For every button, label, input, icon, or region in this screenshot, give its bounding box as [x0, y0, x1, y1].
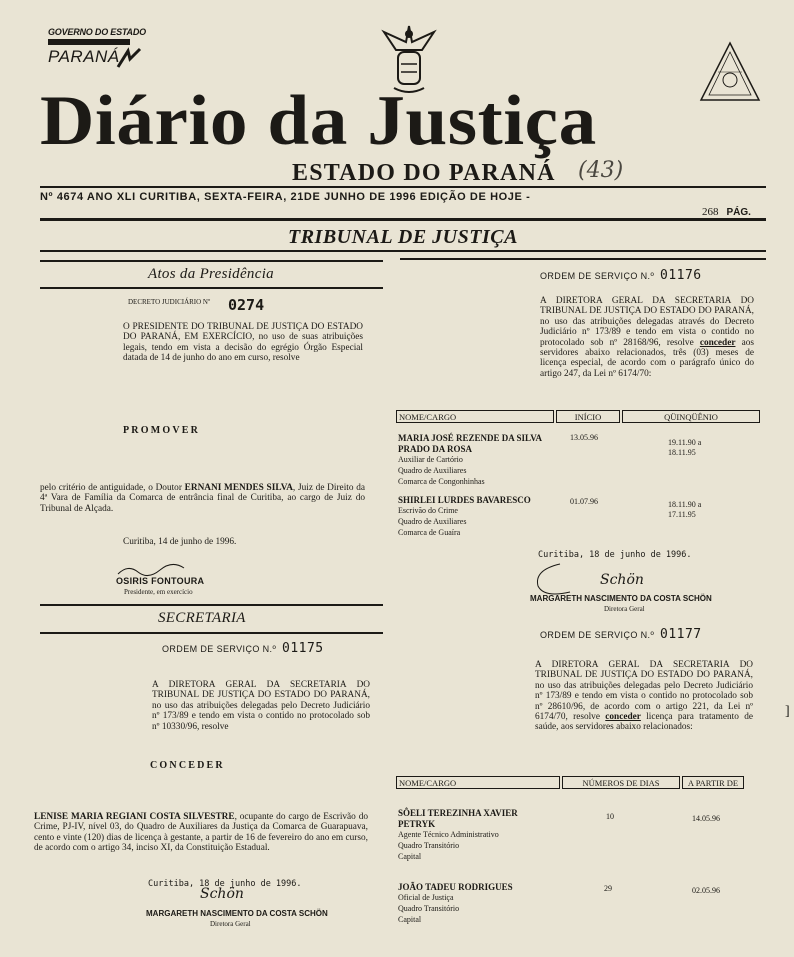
os-1177-verb: conceder	[605, 712, 641, 723]
table2-row2-detail2: Quadro Transitório	[398, 904, 460, 913]
table2-row1-detail1: Agente Técnico Administrativo	[398, 830, 499, 839]
table2-row1-dias: 10	[606, 812, 614, 821]
table2-header-data: A PARTIR DE	[682, 776, 744, 789]
state-subtitle: ESTADO DO PARANÁ	[292, 160, 556, 186]
os-1176-number: 01176	[660, 268, 702, 283]
presidente-signature-role: Presidente, em exercício	[124, 588, 193, 596]
table2-header-name: NOME/CARGO	[396, 776, 560, 789]
os-1177-number: 01177	[660, 627, 702, 642]
table1-row2-quinquenio-end: 17.11.95	[668, 510, 696, 519]
table1-row1-detail3: Comarca de Congonhinhas	[398, 477, 485, 486]
promocao-text-start: pelo critério de antiguidade, o Doutor	[40, 483, 185, 493]
masthead-title: Diário da Justiça	[40, 82, 597, 160]
table1-row2-name: SHIRLEI LURDES BAVARESCO	[398, 495, 531, 505]
table2-header-dias: NÚMEROS DE DIAS	[562, 776, 680, 789]
promover-label: PROMOVER	[123, 425, 201, 436]
table1-row2-detail2: Quadro de Auxiliares	[398, 517, 467, 526]
conceder-label: CONCEDER	[150, 760, 225, 771]
os-1176-text-end: aos servidores abaixo relacionados, três (03) meses de licença especial, de acordo com o parágrafo único do artigo 247, da Lei nº 6174/70:	[540, 337, 755, 379]
secretaria-heading: SECRETARIA	[158, 610, 246, 626]
table1-row1-detail1: Auxiliar de Cartório	[398, 455, 463, 464]
os-1176-handwritten-signature: Schön	[600, 572, 644, 588]
os-1176-signature-role: Diretora Geral	[604, 605, 645, 613]
tribunal-heading: TRIBUNAL DE JUSTIÇA	[288, 226, 518, 248]
atos-presidencia-heading: Atos da Presidência	[148, 266, 274, 282]
os-1175-text: A DIRETORA GERAL DA SECRETARIA DO TRIBUNAL DE JUSTIÇA DO ESTADO DO PARANÁ, no uso das atribuições delegadas pelo Decreto Judiciário nº 173/89 e tendo em vista o contido no protocolado sob nº 10330/96, resolve	[152, 680, 370, 732]
os-1176-signature-name: MARGARETH NASCIMENTO DA COSTA SCHÖN	[530, 594, 712, 603]
decreto-intro: O PRESIDENTE DO TRIBUNAL DE JUSTIÇA DO ESTADO DO PARANÁ, EM EXERCÍCIO, no uso de suas atribuições legais, tendo em vista a decisão do egrégio Órgão Especial datada de 14 de junho do ano em curso, resolve	[123, 322, 363, 364]
os-1176-text	[540, 296, 754, 379]
table1-row1-inicio: 13.05.96	[570, 433, 598, 442]
os-1175-number: 01175	[282, 641, 324, 656]
handwritten-page-number: (43)	[578, 158, 624, 183]
atos-bottom-rule	[40, 287, 383, 289]
page-count-number: 268	[702, 206, 719, 218]
table1-row2-quinquenio-start: 18.11.90 a	[668, 500, 702, 509]
stamp-triangle-icon	[698, 40, 762, 104]
secretaria-top-rule	[40, 604, 383, 606]
decreto-number: 0274	[228, 296, 265, 314]
table1-row2-detail1: Escrivão do Crime	[398, 506, 458, 515]
os-1176-verb: conceder	[699, 337, 736, 348]
diretora-signature-name: MARGARETH NASCIMENTO DA COSTA SCHÖN	[146, 909, 328, 918]
diretora-signature-role: Diretora Geral	[210, 920, 251, 928]
table1-row2-detail3: Comarca de Guaíra	[398, 528, 461, 537]
table1-row1-name: MARIA JOSÉ REZENDE DA SILVA PRADO DA ROSA	[398, 433, 542, 454]
os-1177-text-end: licença para tratamento de saúde, aos servidores abaixo relacionados:	[535, 712, 753, 733]
table2-row1-data: 14.05.96	[692, 814, 720, 823]
decreto-date: Curitiba, 14 de junho de 1996.	[123, 537, 237, 547]
table2-row1-name: SÔELI TEREZINHA XAVIER PETRYK	[398, 808, 518, 829]
promoted-judge-name: ERNANI MENDES SILVA	[184, 483, 293, 493]
table1-header-inicio: INÍCIO	[556, 410, 620, 423]
os-1177-label: ORDEM DE SERVIÇO N.º	[540, 630, 655, 640]
concessao-employee-name: LENISE MARIA REGIANI COSTA SILVESTRE	[34, 812, 235, 822]
margin-bracket-mark: ]	[785, 704, 790, 719]
table2-row1-detail2: Quadro Transitório	[398, 841, 460, 850]
dateline-top-rule	[40, 186, 766, 188]
os-1177-text-start: A DIRETORA GERAL DA SECRETARIA DO TRIBUNAL DE JUSTIÇA DO ESTADO DO PARANÁ, no uso das atribuições delegadas pelo Decreto Judiciário nº 173/89 e tendo em vista o contido no protocolado sob nº 28610/96, de acordo com o artigo 221, da Lei nº 6174/70, resolve	[535, 660, 753, 723]
government-logo	[48, 27, 148, 66]
os-1175-date: Curitiba, 18 de junho de 1996.	[148, 879, 302, 889]
table1-row1-quinquenio-end: 18.11.95	[668, 448, 696, 457]
table1-row2-inicio: 01.07.96	[570, 497, 598, 506]
page-count-label: PÁG.	[726, 207, 751, 218]
os-1177-text	[535, 660, 753, 733]
government-label: GOVERNO DO ESTADO	[48, 27, 146, 37]
table2-row2-data: 02.05.96	[692, 886, 720, 895]
os-1175-label: ORDEM DE SERVIÇO N.º	[162, 644, 277, 654]
logo-bar	[48, 39, 130, 45]
table2-row2-detail1: Oficial de Justiça	[398, 893, 454, 902]
promocao-text	[40, 483, 365, 514]
table1-header-name: NOME/CARGO	[396, 410, 554, 423]
atos-top-rule	[40, 260, 383, 262]
concessao-text	[34, 812, 368, 854]
table1-row1-quinquenio-start: 19.11.90 a	[668, 438, 702, 447]
os-1176-date: Curitiba, 18 de junho de 1996.	[538, 550, 692, 560]
table1-row1-detail2: Quadro de Auxiliares	[398, 466, 467, 475]
secretaria-bottom-rule	[40, 632, 383, 634]
decreto-label: DECRETO JUDICIÁRIO Nº	[128, 298, 211, 306]
parana-wordmark: PARANÁ	[48, 47, 120, 66]
diretora-handwritten-signature: Schön	[200, 886, 244, 902]
concessao-text-body: , ocupante do cargo de Escrivão do Crime, PJ-IV, nível 03, do Quadro de Auxiliares da Justiça da Comarca de Guarapuava, cento e vinte (120) dias de licença à gestante, a partir de 16 de fevereiro do ano em curso, de acordo com o artigo 34, inciso XI, da Constituição Estadual.	[34, 812, 368, 854]
table2-row2-dias: 29	[604, 884, 612, 893]
right-top-rule	[400, 258, 766, 260]
masthead-bottom-rule	[40, 218, 766, 221]
logo-swoosh-icon	[116, 47, 142, 69]
table2-row2-name: JOÃO TADEU RODRIGUES	[398, 882, 513, 892]
tribunal-rule	[40, 250, 766, 252]
table2-row2-detail3: Capital	[398, 915, 422, 924]
promocao-text-end: , Juiz de Direito da 4ª Vara de Família da Comarca de entrância final de Curitiba, ao cargo de Juiz do Tribunal de Alçada.	[40, 483, 366, 514]
table1-header-quinquenio: QÜINQÜÊNIO	[622, 410, 760, 423]
table2-row1-detail3: Capital	[398, 852, 422, 861]
os-1176-label: ORDEM DE SERVIÇO N.º	[540, 271, 655, 281]
edition-dateline: Nº 4674 ANO XLI CURITIBA, SEXTA-FEIRA, 21DE JUNHO DE 1996 EDIÇÃO DE HOJE -	[40, 191, 531, 203]
presidente-signature-name: OSIRIS FONTOURA	[116, 576, 205, 586]
os-1176-text-start: A DIRETORA GERAL DA SECRETARIA DO TRIBUNAL DE JUSTIÇA DO ESTADO DO PARANÁ, no uso das atribuições delegadas através do Decreto Judiciário nº 173/89 e tendo em vista o contido no protocolado sob nº 28168/96, resolve	[540, 296, 754, 348]
